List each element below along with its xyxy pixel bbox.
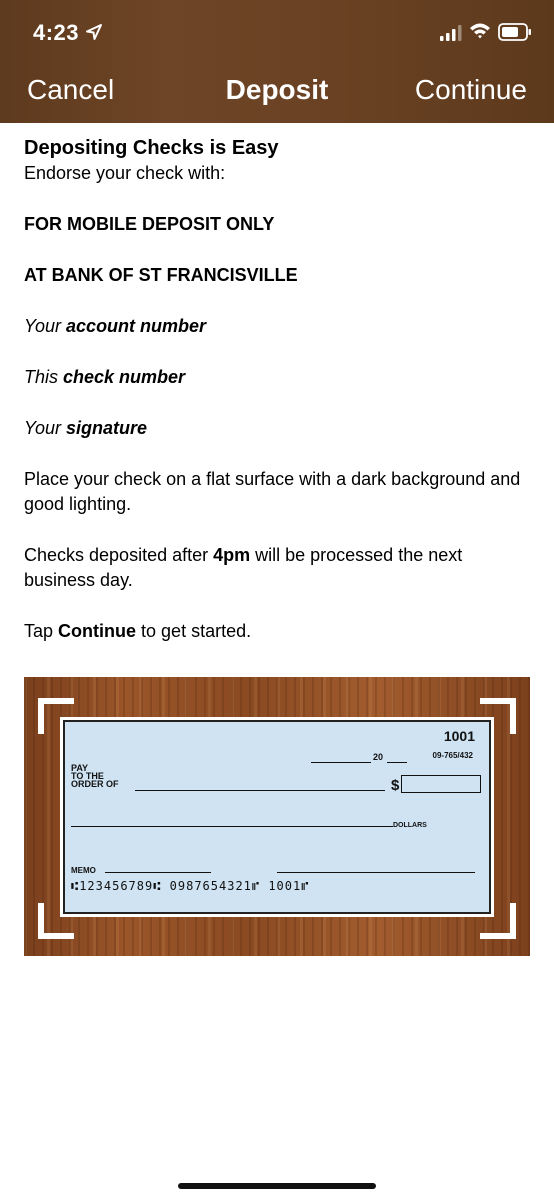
continue-button[interactable]: Continue [414,74,527,105]
home-indicator[interactable] [178,1183,376,1189]
dollars-label: DOLLARS [393,822,427,829]
memo-label: MEMO [71,866,96,875]
endorse-line-bank: AT BANK OF ST FRANCISVILLE [24,265,298,285]
endorse-account-number: Your account number [24,316,207,336]
pay-to-order-label: PAY TO THE ORDER OF [71,763,119,789]
endorse-check-number: This check number [24,367,186,387]
cellular-signal-icon [440,25,462,41]
nav-header [0,0,554,123]
instructions-heading: Depositing Checks is Easy [24,137,279,159]
dollar-sign: $ [391,777,400,794]
page-title: Deposit [225,74,329,105]
sample-check [60,717,494,917]
instructions [24,135,534,644]
status-time: 4:23 [33,20,80,45]
cutoff-notice: Checks deposited after 4pm will be processed the next business day. [24,545,463,590]
micr-line: ⑆123456789⑆ 0987654321⑈ 1001⑈ [71,879,310,893]
check-example-image [24,677,530,956]
endorse-signature: Your signature [24,418,148,438]
amount-box [401,775,481,793]
cancel-button[interactable]: Cancel [27,74,115,105]
check-routing-fraction: 09-765/432 [432,751,473,760]
check-number: 1001 [443,728,475,744]
endorse-line-mobile-deposit: FOR MOBILE DEPOSIT ONLY [24,214,275,234]
placement-instructions: Place your check on a flat surface with a dark background and good lighting. [24,469,521,514]
signature-line [277,872,475,873]
check-date-year: 20 [373,752,384,762]
battery-icon [498,23,532,41]
location-arrow-icon [85,23,103,41]
endorse-intro: Endorse your check with: [24,163,226,183]
tap-continue-hint: Tap Continue to get started. [24,621,252,641]
wifi-icon [469,22,491,40]
